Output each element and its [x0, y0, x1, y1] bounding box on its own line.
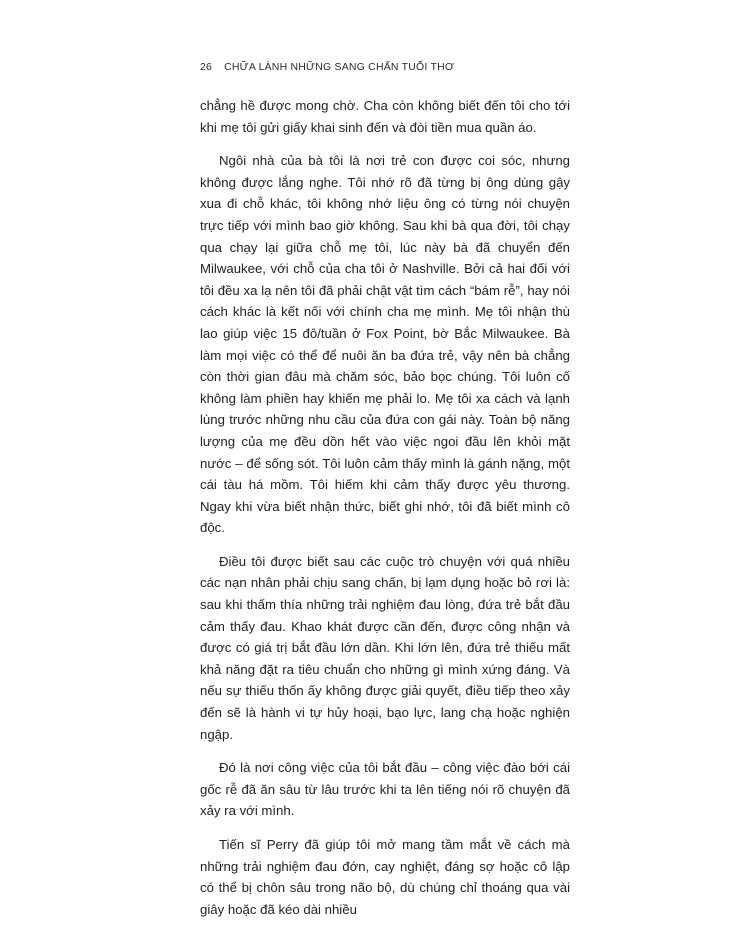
paragraph: Ngôi nhà của bà tôi là nơi trẻ con được coi sóc, nhưng không được lắng nghe. Tôi nhớ rõ đã từng bị ông dùng gậy xua đi chỗ khác, tôi không nhớ liệu ông có từng nói chuyện trực tiếp với mình bao giờ không. Sau khi bà qua đời, tôi chạy qua chạy lại giữa chỗ mẹ tôi, lúc này bà đã chuyển đến Milwaukee, với chỗ của cha tôi ở Nashville. Bởi cả hai đối với tôi đều xa lạ nên tôi đã phải chật vật tìm cách “bám rễ”, hay nói cách khác là kết nối với chính cha mẹ mình. Mẹ tôi nhận thù lao giúp việc 15 đô/tuần ở Fox Point, bờ Bắc Milwaukee. Bà làm mọi việc có thể để nuôi ăn ba đứa trẻ, vậy nên bà chẳng còn thời gian đâu mà chăm sóc, bảo bọc chúng. Tôi luôn cố không làm phiền hay khiến mẹ phải lo. Mẹ tôi xa cách và lạnh lùng trước những nhu cầu của đứa con gái này. Toàn bộ năng lượng của mẹ đều dồn hết vào việc ngoi đầu lên khỏi mặt nước – để sống sót. Tôi luôn cảm thấy mình là gánh nặng, một cái tàu há mồm. Tôi hiếm khi cảm thấy được yêu thương. Ngay khi vừa biết nhận thức, biết ghi nhớ, tôi đã biết mình cô độc. — [200, 153, 570, 536]
paragraph: Đó là nơi công việc của tôi bắt đầu – công việc đào bới cái gốc rễ đã ăn sâu từ lâu trước khi ta lên tiếng nói rõ chuyện đã xảy ra với mình. — [200, 760, 570, 819]
paragraph-continued: chẳng hề được mong chờ. Cha còn không biết đến tôi cho tới khi mẹ tôi gửi giấy khai sinh đến và đòi tiền mua quần áo. — [200, 98, 570, 135]
running-header — [200, 61, 454, 73]
page-number: 26 — [200, 61, 213, 73]
paragraph: Tiến sĩ Perry đã giúp tôi mở mang tầm mắt về cách mà những trải nghiệm đau đớn, cay nghiệt, đáng sợ hoặc cô lập có thể bị chôn sâu trong não bộ, dù chúng chỉ thoáng qua vài giây hoặc đã kéo dài nhiều — [200, 837, 570, 917]
paragraph: Điều tôi được biết sau các cuộc trò chuyện với quá nhiều các nạn nhân phải chịu sang chấn, bị lạm dụng hoặc bỏ rơi là: sau khi thấm thía những trải nghiệm đau lòng, đứa trẻ bắt đầu cảm thấy đau. Khao khát được cần đến, được công nhận và được có giá trị bắt đầu lớn dần. Khi lớn lên, đứa trẻ thiếu mất khả năng đặt ra tiêu chuẩn cho những gì mình xứng đáng. Và nếu sự thiếu thốn ấy không được giải quyết, điều tiếp theo xảy đến sẽ là hành vi tự hủy hoại, bạo lực, lang chạ hoặc nghiện ngập. — [200, 553, 570, 742]
body-text — [200, 95, 570, 932]
book-title: CHỮA LÀNH NHỮNG SANG CHẤN TUỔI THƠ — [224, 61, 455, 73]
